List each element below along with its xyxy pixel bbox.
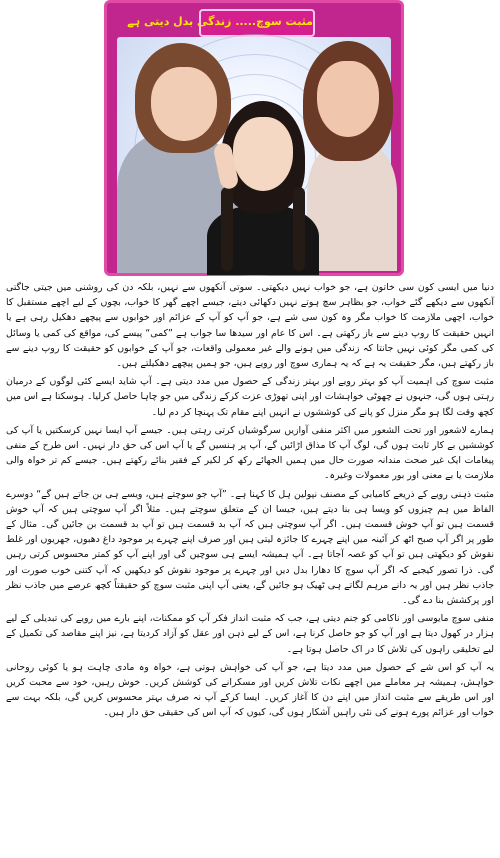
article-title: مثبت سوچ..... زندگی بدل دیتی ہے (199, 9, 315, 37)
article-paragraph: دنیا میں ایسی کون سی خاتون ہے، جو خواب نہیں دیکھتی۔ سوتی آنکھوں سے نہیں، بلکہ دن کی روشنی میں جیتی جاگتی آنکھوں سے دیکھے گئے خواب، جو بظاہر سچ ہوتے نہیں دکھائی دیتے، جیسے اچھے گھر کا خواب، بچوں کے لیے اچھے مستقبل کا خواب، اچھی ملازمت کا خواب مگر وہ کون سی شے ہے، جو آپ کو آپ کے عزائم اور خوابوں سے پیچھے دھکیل رہی ہے یا انہیں حقیقت کا روپ دینے سے باز رکھتی ہے۔ اس کا عام اور سیدھا سا جواب ہے ”کمی“ پیسے کی، مواقع کی کمی یا وسائل کی کمی مگر کوئی نہیں جانتا کہ زندگی میں ہونے والے غیر معمولی واقعات، جو آپ کے خوابوں کو حقیقت کا روپ دینے سے باز رکھتے ہیں، مگر حقیقت یہ ہے کہ یہ ہماری سوچ اور رویے ہیں، جو ہمیں پیچھے دھکیلتے ہیں۔ (6, 282, 494, 370)
article-paragraph: ہمارے لاشعور اور تحت الشعور میں اکثر منفی آوازیں سرگوشیاں کرتی رہتی ہیں۔ جیسے آپ ایسا نہیں کرسکتیں یا آپ کی کوششیں بے کار ثابت ہوں گی، لوگ آپ کا مذاق اڑائیں گے، آپ پر ہنسیں گے یا آپ اس کی حق دار نہیں۔ اس طرح کے منفی پیغامات ایک غیر صحت مندانہ صورت حال میں ہمیں الجھائے رکھ کر لکیر کے فقیر بنائے رکھتے ہیں۔ جیسے کم تر خواہ والی ملازمت یا بے معنی اور بور معمولات وغیرہ۔ (6, 424, 494, 482)
header-image-frame (104, 0, 404, 276)
women-photo-illustration (117, 37, 391, 271)
article-paragraph: مثبت ذہنی رویے کے ذریعے کامیابی کے مصنف نپولین ہل کا کہنا ہے۔ ”آپ جو سوچتے ہیں، ویسے ہی بن جاتے ہیں گے“ دوسرے الفاظ میں ہم چیزوں کو ویسا ہی بنا دیتے ہیں، جیسا ان کے متعلق سوچتے ہیں۔ مثلاً اگر آپ سوچتی ہیں کہ آپ خوش قسمت ہیں تو آپ خوش قسمت ہیں۔ اگر آپ سوچتی ہیں کہ آپ بد قسمت ہیں تو آپ بد قسمت بن جائیں گی۔ مثال کے طور پر اگر آپ صبح اٹھ کر آئینہ میں اپنے چہرے کا جائزہ لیتی ہیں اور صرف اپنے چہرے پر موجود داغ دھبوں، جھریوں اور غلط نقوش کو دیکھتی ہیں تو آپ کو غصہ آجاتا ہے۔ آپ ہمیشہ ایسے ہی سوچیں گی اور اپنے آپ کو کمتر محسوس کرتی رہیں گی۔ ذرا تصور کیجیے کہ اگر آپ سوچ کا دھارا بدل دیں اور چہرے پر موجود نقوش کو دیکھیں کہ آپ کتنی خوب صورت اور جاذب نظر ہیں اور یہ دانے مرہم لگاتے ہی ٹھیک ہو جائیں گے، یعنی آپ اپنی مثبت سوچ کو حقیقتاً کچھ عرصے میں جاذب نظر اور پرکشش بنا دے گی۔ (5, 488, 494, 607)
article-paragraph: مثبت سوچ کی اہمیت آپ کو بہتر رویے اور بہتر زندگی کے حصول میں مدد دیتی ہے۔ آپ شاید ایسے کئی لوگوں کے درمیان رہتی ہوں گی، جنہوں نے چھوٹی خواہشات اور اپنی تھوڑی عزت کرکے زندگی میں جو چاہا حاصل کرلیا۔ ہوسکتا ہے اس میں کچھ وقت لگا ہو مگر منزل کو پانے کی کوششوں نے انہیں اپنے مقام تک پہنچا کر دم لیا۔ (6, 376, 494, 418)
article-paragraph: یہ آپ کو اس شے کے حصول میں مدد دیتا ہے، جو آپ کی خواہش ہوتی ہے، خواہ وہ مادی چاہت ہو یا کوئی روحانی خواہش، ہمیشہ ہر معاملے میں اچھے نکات تلاش کریں اور مسکرانے کی کوشش کریں۔ خوش رہیں، خود سے محبت کریں اور اس طریقے سے مثبت انداز میں اپنے دن کا آغاز کریں۔ ایسا کرکے آپ نہ صرف بہتر محسوس کریں گی، بلکہ بہت سے خواب اور عزائم پورے ہونے کی نئی راہیں آشکار ہوں گی، کیوں کہ آپ اس کی حقیقی حق دار ہیں۔ (6, 661, 494, 719)
article-paragraph: منفی سوچ مایوسی اور ناکامی کو جنم دیتی ہے، جب کہ مثبت انداز فکر آپ کو ممکنات، اپنے بارے میں رویے کی تبدیلی کے لیے ہزار در کھول دیتا ہے اور آپ کو جو حاصل کرنا ہے، اس کے لیے ذہن اور عقل کو آزاد کردیتا ہے، نیز اپنے مقاصد کی تکمیل کے لیے تخلیقی راہوں کی تلاش کا در اک حاصل ہوتا ہے۔ (6, 613, 494, 655)
article-body (6, 280, 494, 856)
